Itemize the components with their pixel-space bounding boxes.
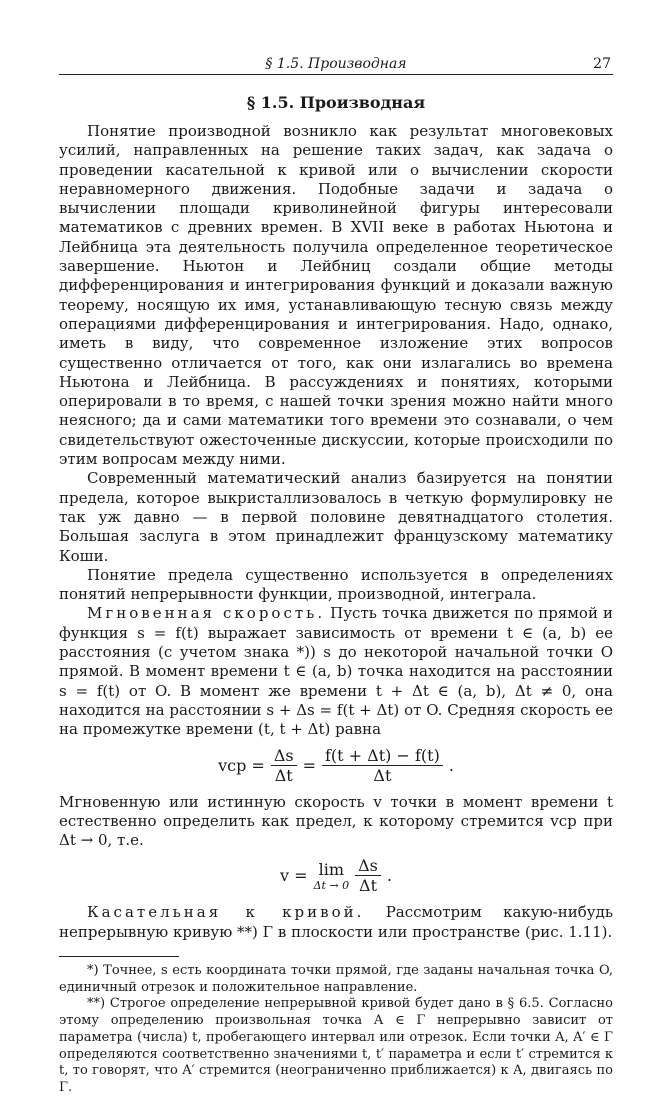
paragraph-limit-concept: Современный математический анализ базируется на понятии предела, которое выкристаллизовалось в четкую формулировку не так уж давно — в первой половине девятнадцатого столетия. Большая заслуга в этом принадлежит французскому математику Коши. <box>59 469 613 565</box>
denominator: Δt <box>373 765 392 785</box>
formula-average-velocity <box>59 746 613 785</box>
body-text <box>59 122 613 740</box>
term-instant-velocity: Мгновенная скорость. <box>87 604 326 623</box>
footnote-1: *) Точнее, s есть координата точки прямой, где заданы начальная точка O, единичный отрезок и положительное направление. <box>59 962 613 995</box>
limit-subscript: Δt → 0 <box>313 878 350 892</box>
footnote-2: **) Строгое определение непрерывной кривой будет дано в § 6.5. Согласно этому определению произвольная точка A ∈ Γ непрерывно зависит от параметра (числа) t, пробегающего интервал или отрезок. Если точки A, A′ ∈ Γ определяются соответственно значениями t, t′ параметра и если t′ стремится к t, то говорят, что A′ стремится (неограниченно приближается) к A, двигаясь по Γ. <box>59 996 613 1095</box>
formula-lhs: vср = <box>218 755 265 775</box>
footnote-divider <box>59 956 179 957</box>
denominator: Δt <box>274 765 293 785</box>
body-text-tangent <box>59 903 613 942</box>
paragraph-limit-usage: Понятие предела существенно используется в определениях понятий непрерывности функции, производной, интеграла. <box>59 565 613 604</box>
paragraph-history: Понятие производной возникло как результат многовековых усилий, направленных на решение таких задач, как задача о проведении касательной к кривой или о вычислении скорости неравномерного движения. Подобные задачи и задача о вычислении площади криволинейной фигуры интересовали математиков с древних времен. В XVII веке в работах Ньютона и Лейбница эта деятельность получила определенное теоретическое завершение. Ньютон и Лейбниц создали общие методы дифференцирования и интегрирования функций и доказали важную теорему, носящую их имя, устанавливающую тесную связь между операциями дифференцирования и интегрирования. Надо, однако, иметь в виду, что современное изложение этих вопросов существенно отличается от того, как они излагались во времена Ньютона и Лейбница. В рассуждениях и понятиях, которыми оперировали в то время, с нашей точки зрения можно найти много неясного; да и сами математики того времени это сознавали, о чем свидетельствуют ожесточенные дискуссии, которые происходили по этим вопросам между ними. <box>59 122 613 469</box>
paragraph-true-velocity: Мгновенную или истинную скорость v точки в момент времени t естественно определить как предел, к которому стремится vср при Δt → 0, т.е. <box>59 792 613 850</box>
limit-operator <box>314 860 350 892</box>
section-heading: § 1.5. Производная <box>246 93 426 112</box>
numerator: Δs <box>271 746 297 766</box>
page-number: 27 <box>593 56 611 72</box>
formula-instant-velocity <box>59 856 613 895</box>
tangent-text: Рассмотрим какую-нибудь непрерывную кривую **) Γ в плоскости или пространстве (рис. 1.11). <box>59 903 613 941</box>
limit-symbol: lim <box>318 859 345 879</box>
denominator: Δt <box>359 876 377 896</box>
fraction-ds-dt <box>355 856 381 895</box>
term-tangent: Касательная к кривой. <box>87 903 365 922</box>
paragraph-instant-velocity <box>59 604 613 739</box>
instant-velocity-text: Пусть точка движется по прямой и функция s = f(t) выражает зависимость от времени t ∈ (a, b) ее расстояния (с учетом знака *)) s до некоторой начальной точки O прямой. В момент времени t ∈ (a, b) точка находится на расстоянии s = f(t) от O. В момент же времени t + Δt ∈ (a, b), Δt ≠ 0, она находится на расстоянии s + Δs = f(t + Δt) от O. Средняя скорость ее на промежутке времени (t, t + Δt) равна <box>59 604 613 739</box>
equals-sign: = <box>302 755 316 775</box>
numerator: Δs <box>355 856 381 876</box>
fraction-ds-dt <box>271 746 297 785</box>
formula-period: . <box>448 755 454 775</box>
formula-lhs: v = <box>280 866 308 886</box>
book-page <box>59 44 613 1097</box>
formula-period: . <box>386 866 392 886</box>
running-header <box>59 44 613 75</box>
fraction-difference-quotient <box>322 746 443 785</box>
running-title: § 1.5. Производная <box>265 56 407 72</box>
body-text-continued <box>59 793 613 851</box>
numerator: f(t + Δt) − f(t) <box>322 746 443 766</box>
paragraph-tangent <box>59 903 613 942</box>
footnotes <box>59 963 613 1097</box>
